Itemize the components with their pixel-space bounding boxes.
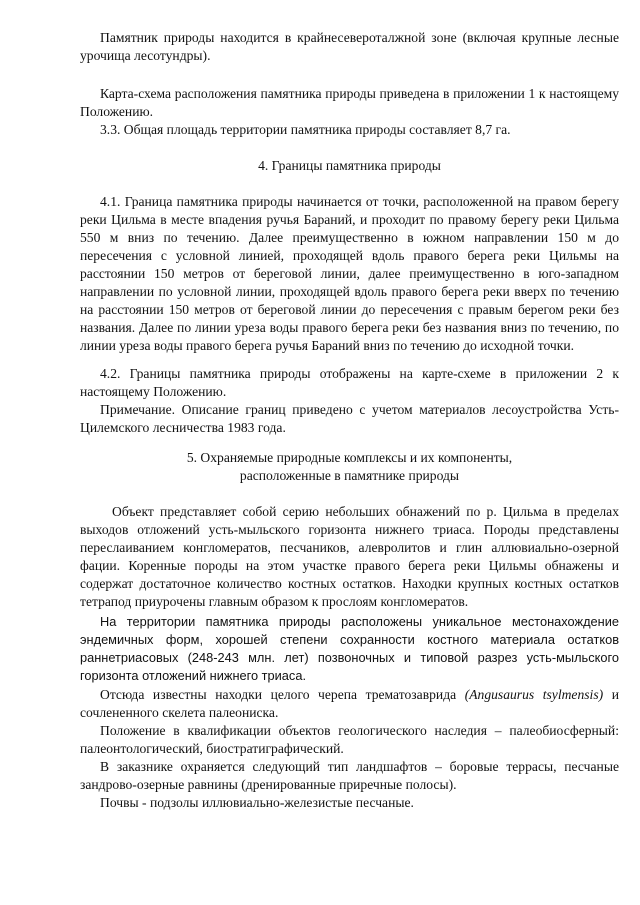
paragraph-geoheritage-classification: Положение в квалификации объектов геологического наследия – палеобиосферный: палеонтологический, биостратиграфический. (80, 723, 619, 756)
paragraph-landscape-types: В заказнике охраняется следующий тип ландшафтов – боровые террасы, песчаные зандрово-озерные равнины (дренированные приречные полосы). (80, 759, 619, 792)
finds-text-after: и сочлененного скелета палеониска. (80, 687, 619, 720)
section-5-heading-line-2: расположенные в памятнике природы (239, 468, 460, 483)
paragraph-unique-locality: На территории памятника природы расположены уникальное местонахождение эндемичных форм, хорошей степени сохранности костного материала остатков раннетриасовых (248-243 млн. лет) позвоночных и типовой разрез усть-мыльского горизонта отложений нижнего триаса. (80, 614, 619, 683)
paragraph-map-appendix-1: Карта-схема расположения памятника природы приведена в приложении 1 к настоящему Положению. (80, 86, 619, 119)
section-5-heading-line-1: 5. Охраняемые природные комплексы и их компоненты, (186, 450, 513, 465)
paragraph-map-appendix-2: 4.2. Границы памятника природы отображены на карте-схеме в приложении 2 к настоящему Положению. (80, 366, 619, 399)
paragraph-note: Примечание. Описание границ приведено с учетом материалов лесоустройства Усть-Цилемского лесничества 1983 года. (80, 402, 619, 435)
paragraph-finds (80, 686, 619, 722)
section-4-heading: 4. Границы памятника природы (258, 158, 441, 173)
finds-text-before: Отсюда известны находки целого черепа трематозаврида (100, 687, 465, 702)
paragraph-total-area: 3.3. Общая площадь территории памятника природы составляет 8,7 га. (100, 122, 511, 137)
species-name: (Angusaurus tsylmensis) (464, 687, 604, 702)
paragraph-location-zone: Памятник природы находится в крайнесевероталжной зоне (включая крупные лесные урочища лесотундры). (80, 30, 619, 63)
paragraph-soils: Почвы - подзолы иллювиально-железистые песчаные. (100, 795, 414, 810)
paragraph-object-description: Объект представляет собой серию небольших обнажений по р. Цильма в пределах выходов отложений усть-мыльского горизонта нижнего триаса. Породы представлены переслаиванием конгломератов, песчаников, алевролитов и глин аллювиально-озерной фации. Коренные породы на этом участке правого берега реки Цильмы обнажены и содержат достаточное количество костных остатков. Находки крупных костных остатков тетрапод приурочены главным образом к прослоям конгломератов. (80, 504, 619, 609)
paragraph-boundary-description: 4.1. Граница памятника природы начинается от точки, расположенной на правом берегу реки Цильма в месте впадения ручья Бараний, и проходит по правому берегу реки Цильма 550 м вниз по течению. Далее преимущественно в южном направлении 150 м до пересечения с условной линией, проходящей вдоль правого берега реки Цильмы на расстоянии 150 метров от береговой линии, далее преимущественно в юго-западном направлении по условной линии, проходящей вдоль правого берега реки вверх по течению на расстоянии 150 метров от береговой линии до пересечения с правым берегом реки без названия. Далее по линии уреза воды правого берега реки без названия вниз по течению, по линии уреза воды правого берега ручья Бараний вниз по течению до исходной точки. (80, 194, 619, 353)
